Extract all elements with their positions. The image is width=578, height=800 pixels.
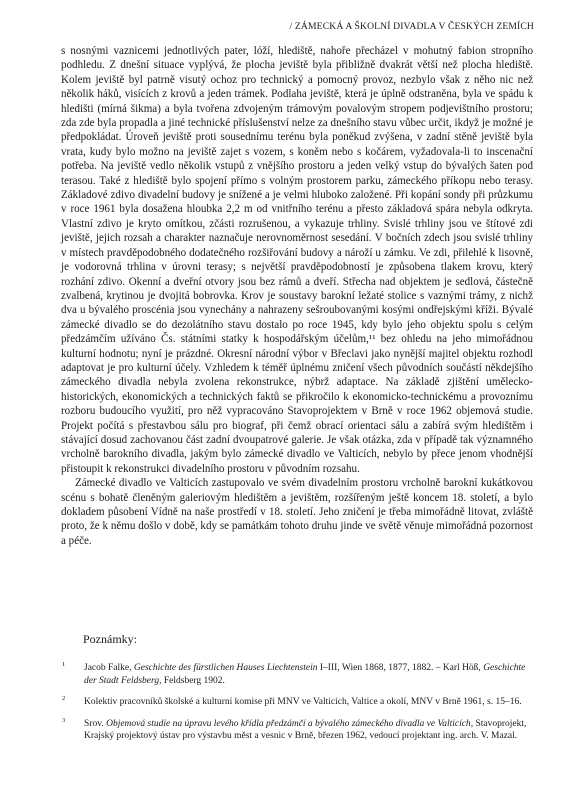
citation-title: Geschichte des fürstlichen Hauses Liechtenstein	[133, 663, 318, 673]
running-header: / ZÁMECKÁ A ŠKOLNÍ DIVADLA V ČESKÝCH ZEMÍCH	[289, 21, 534, 32]
notes-list	[62, 662, 532, 752]
citation-title: Objemová studie na úpravu levého křídla předzámčí a bývalého zámeckého divadla ve Valticích	[106, 718, 471, 729]
note-item: 3 Srov. Objemová studie na úpravu levého křídla předzámčí a bývalého zámeckého divadla ve Valticích, Stavoprojekt, Krajský projektový ústav pro výstavbu měst a vesnic v Brně, březen 1962, vedoucí projektant ing. arch. V. Mazal.	[62, 716, 527, 742]
body-paragraph: Zámecké divadlo ve Valticích zastupovalo ve svém divadelním prostoru vrcholně barokní kukátkovou scénu s bohatě členěným galeriovým hledištěm a jevištěm, rozšířeným ještě koncem 18. století, a bylo dokladem působení Vídně na naše prostředí v 18. století. Jeho zničení je třeba mimořádně litovat, zvláště proto, že k němu došlo v době, kdy se památkám tohoto druhu jinde ve světě věnuje mimořádná pozornost a péče.	[61, 477, 533, 547]
note-number: 2	[62, 695, 66, 703]
notes-heading: Poznámky:	[83, 632, 137, 646]
body-text	[61, 44, 533, 548]
note-item: 2 Kolektiv pracovníků školské a kulturní komise při MNV ve Valticích, Valtice a okolí, MNV v Brně 1961, s. 15–16.	[62, 695, 522, 708]
citation-title: Geschichte der Stadt Feldsberg	[84, 663, 526, 686]
note-number: 1	[62, 661, 66, 668]
note-number: 3	[62, 716, 66, 724]
note-item: 1 Jacob Falke, Geschichte des fürstlichen Hauses Liechtenstein I–III, Wien 1868, 1877, 1882. – Karl Höß, Geschichte der Stadt Feldsberg, Feldsberg 1902.	[62, 661, 526, 686]
body-paragraph: s nosnými vaznicemi jednotlivých pater, lóží, hlediště, nahoře přecházel v mohutný fabion stropního podhledu. Z dnešní situace vyplývá, že plocha jeviště byla přibližně dvakrát větší než plocha hlediště. Kolem jeviště byl patrně visutý ochoz pro technický a pomocný provoz, nezbylo však z něho nic než několik háků, visících z krovů a jeden trámek. Podlaha jeviště, která je úplně odstraněna, byla ve spádu k hledišti (mírná šikma) a byla tvořena zdvojeným trámovým povalovým stropem podjevištního prostoru; zda zde byla propadla a jiné technické příslušenství nelze za dnešního stavu vůbec určit, ikdyž je možné je předpokládat. Úroveň jeviště proti sousednímu terénu byla poněkud zvýšena, v zadní stěně jeviště byla vrata, kudy bylo možno na jeviště zajet s vozem, s koněm nebo s kočárem, vyžadovala-li to inscenační potřeba. Na jeviště vedlo několik vstupů z vnějšího prostoru a jeden velký vstup do bývalých šaten pod terasou. Také z hlediště bylo spojení přímo s volným prostorem parku, zámeckého příkopu nebo terasy. Základové zdivo divadelní budovy je snížené a je velmi hluboko založené. Při kopání sondy při průzkumu v roce 1961 byla dosažena hloubka 2,2 m od vnitřního terénu a přesto základová spára nebyla odkryta. Vlastní zdivo je kryto omítkou, zčásti rozrušenou, a vykazuje trhliny. Svislé trhliny jsou ve štítové zdi jeviště, jejich rozsah a charakter naznačuje nerovnoměrnost sesedání. V bočních zdech jsou svislé trhliny v místech pravděpodobného dodatečného rozšiřování budovy a nároží u zámku. Ve zdi, přilehlé k lisovně, je vodorovná trhlina v úrovni terasy; s největší pravděpodobností je způsobena tlakem krovu, který rozhání zdivo. Okenní a dveřní otvory jsou bez rámů a dveří. Střecha nad objektem je sedlová, částečně zvalbená, krytinou je dvojitá bobrovka. Krov je soustavy barokní ležaté stolice s vaznými trámy, z nichž dva u bývalého proscénia jsou vynechány a nahrazeny sešroubovanými kosými ondřejskými kříži. Bývalé zámecké divadlo se do dezolátního stavu dostalo po roce 1945, kdy bylo jeho objektu spolu s celým předzámčím užíváno Čs. státními statky k hospodářským účelům,¹¹ bez ohledu na jeho mimořádnou kulturní hodnotu; nyní je prázdné. Okresní národní výbor v Břeclavi jako nynější majitel objektu rozhodl adaptovat je pro kulturní účely. Vzhledem k téměř úplnému zničení všech původních součástí někdejšího zámeckého divadla nebyla zvolena rekonstrukce, nýbrž adaptace. Na základě zjištění umělecko-historických, ekonomických a technických faktů se přikročilo k ekonomicko-technickému a provoznímu rozboru budoucího využití, pro něž vypracováno Stavoprojektem v Brně v roce 1962 objemová studie. Projekt počítá s přestavbou sálu pro biograf, při čemž obrací orientaci sálu a zabírá svým hledištěm i stávající dosud zachovanou část zadní dvoupatrové galerie. Je však otázka, zda v případě tak významného vrcholně barokního divadla, jakým bylo zámecké divadlo ve Valticích, nebylo by přece jenom vhodnější přistoupit k rekonstrukci divadelního prostoru v původním rozsahu.	[61, 45, 533, 475]
